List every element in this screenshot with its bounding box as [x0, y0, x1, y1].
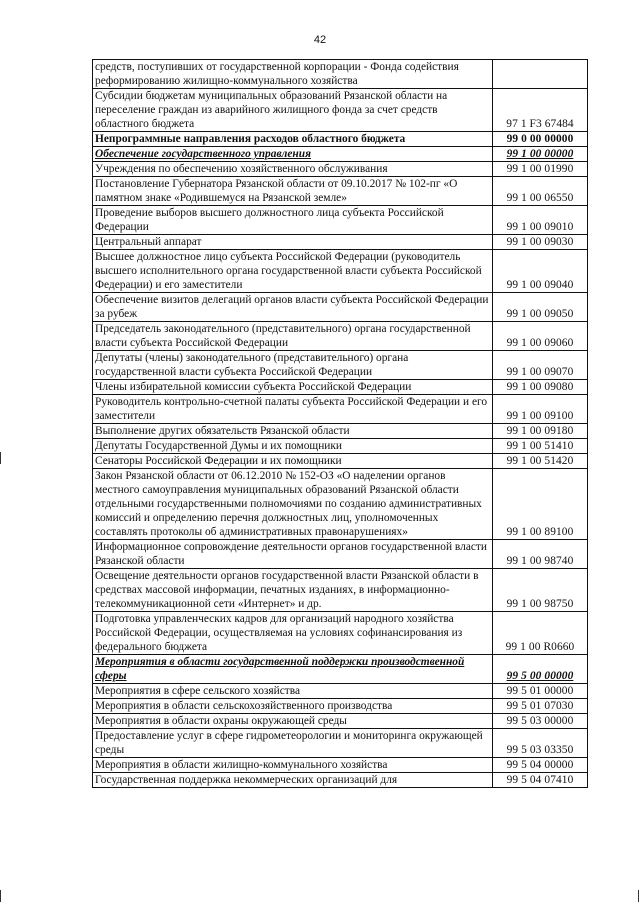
- scan-mark-left: [0, 452, 1, 464]
- table-row: [93, 729, 588, 758]
- row-name: Учреждения по обеспечению хозяйственного обслуживания: [93, 162, 493, 177]
- table-row: [93, 293, 588, 322]
- row-name: Мероприятия в области сельскохозяйственного производства: [93, 699, 493, 714]
- table-row: [93, 439, 588, 454]
- table-row: [93, 250, 588, 293]
- row-name: Депутаты (члены) законодательного (представительного) органа государственной власти субъекта Российской Федерации: [93, 351, 493, 380]
- table-row: [93, 469, 588, 540]
- row-code: 99 1 00 09030: [493, 235, 588, 250]
- row-name: средств, поступивших от государственной корпорации - Фонда содействия реформированию жилищно-коммунального хозяйства: [93, 60, 493, 89]
- scan-mark-bottom-right: [638, 890, 639, 902]
- table-row: [93, 380, 588, 395]
- table-row: [93, 147, 588, 162]
- row-name: Обеспечение государственного управления: [93, 147, 493, 162]
- table-row: [93, 162, 588, 177]
- row-name: Сенаторы Российской Федерации и их помощники: [93, 454, 493, 469]
- row-code: 99 5 04 00000: [493, 758, 588, 773]
- table-body: [93, 60, 588, 788]
- row-name: Проведение выборов высшего должностного лица субъекта Российской Федерации: [93, 206, 493, 235]
- row-name: Закон Рязанской области от 06.12.2010 № 152-ОЗ «О наделении органов местного самоуправления муниципальных образований Рязанской области отдельными государственными полномочиями по созданию административных комиссий и определению перечня должностных лиц, уполномоченных составлять протоколы об административных правонарушениях»: [93, 469, 493, 540]
- row-name: Председатель законодательного (представительного) органа государственной власти субъекта Российской Федерации: [93, 322, 493, 351]
- row-code: 99 5 01 07030: [493, 699, 588, 714]
- row-code: 99 1 00 09040: [493, 250, 588, 293]
- table-row: [93, 569, 588, 612]
- row-name: Предоставление услуг в сфере гидрометеорологии и мониторинга окружающей среды: [93, 729, 493, 758]
- row-code: 99 1 00 09050: [493, 293, 588, 322]
- table-row: [93, 132, 588, 147]
- row-code: 99 1 00 98740: [493, 540, 588, 569]
- table-row: [93, 454, 588, 469]
- row-code: 99 5 03 03350: [493, 729, 588, 758]
- row-name: Центральный аппарат: [93, 235, 493, 250]
- row-name: Обеспечение визитов делегаций органов власти субъекта Российской Федерации за рубеж: [93, 293, 493, 322]
- table-row: [93, 351, 588, 380]
- table-row: [93, 177, 588, 206]
- row-name: Мероприятия в сфере сельского хозяйства: [93, 684, 493, 699]
- row-code: 99 1 00 09070: [493, 351, 588, 380]
- table-row: [93, 89, 588, 132]
- row-name: Члены избирательной комиссии субъекта Российской Федерации: [93, 380, 493, 395]
- row-name: Субсидии бюджетам муниципальных образований Рязанской области на переселение граждан из аварийного жилищного фонда за счет средств областного бюджета: [93, 89, 493, 132]
- scan-mark-bottom-left: [0, 890, 1, 902]
- row-code: 99 1 00 09010: [493, 206, 588, 235]
- table-row: [93, 235, 588, 250]
- table-row: [93, 395, 588, 424]
- budget-classification-table: [92, 59, 588, 788]
- row-code: 99 1 00 89100: [493, 469, 588, 540]
- row-name: Руководитель контрольно-счетной палаты субъекта Российской Федерации и его заместители: [93, 395, 493, 424]
- page-number: 42: [313, 34, 327, 46]
- row-name: Мероприятия в области жилищно-коммунального хозяйства: [93, 758, 493, 773]
- table-row: [93, 758, 588, 773]
- row-name: Непрограммные направления расходов областного бюджета: [93, 132, 493, 147]
- table-row: [93, 714, 588, 729]
- row-code: 99 1 00 09180: [493, 424, 588, 439]
- table-row: [93, 60, 588, 89]
- row-code: 99 1 00 98750: [493, 569, 588, 612]
- row-code: 99 1 00 09080: [493, 380, 588, 395]
- table-row: [93, 684, 588, 699]
- row-code: 99 5 00 00000: [493, 655, 588, 684]
- row-code: 99 1 00 R0660: [493, 612, 588, 655]
- row-name: Информационное сопровождение деятельности органов государственной власти Рязанской области: [93, 540, 493, 569]
- row-name: Выполнение других обязательств Рязанской области: [93, 424, 493, 439]
- row-name: Подготовка управленческих кадров для организаций народного хозяйства Российской Федерации, осуществляемая на условиях софинансирования из федерального бюджета: [93, 612, 493, 655]
- table-row: [93, 612, 588, 655]
- row-name: Депутаты Государственной Думы и их помощники: [93, 439, 493, 454]
- row-code: 99 5 01 00000: [493, 684, 588, 699]
- row-name: Государственная поддержка некоммерческих организаций для: [93, 773, 493, 788]
- table-row: [93, 322, 588, 351]
- row-code: 99 1 00 00000: [493, 147, 588, 162]
- table-row: [93, 540, 588, 569]
- table-row: [93, 773, 588, 788]
- row-code: 99 1 00 51410: [493, 439, 588, 454]
- table-row: [93, 424, 588, 439]
- row-name: Освещение деятельности органов государственной власти Рязанской области в средствах массовой информации, печатных изданиях, в информационно-телекоммуникационной сети «Интернет» и др.: [93, 569, 493, 612]
- row-code: 99 1 00 51420: [493, 454, 588, 469]
- row-code: 97 1 F3 67484: [493, 89, 588, 132]
- row-code: [493, 60, 588, 89]
- row-code: 99 0 00 00000: [493, 132, 588, 147]
- row-code: 99 1 00 09060: [493, 322, 588, 351]
- row-name: Мероприятия в области охраны окружающей среды: [93, 714, 493, 729]
- row-name: Высшее должностное лицо субъекта Российской Федерации (руководитель высшего исполнительного органа государственной власти субъекта Российской Федерации) и его заместители: [93, 250, 493, 293]
- row-code: 99 1 00 09100: [493, 395, 588, 424]
- row-name: Мероприятия в области государственной поддержки производственной сферы: [93, 655, 493, 684]
- row-code: 99 1 00 01990: [493, 162, 588, 177]
- row-code: 99 5 04 07410: [493, 773, 588, 788]
- table-row: [93, 655, 588, 684]
- row-name: Постановление Губернатора Рязанской области от 09.10.2017 № 102-пг «О памятном знаке «Родившемуся на Рязанской земле»: [93, 177, 493, 206]
- row-code: 99 5 03 00000: [493, 714, 588, 729]
- row-code: 99 1 00 06550: [493, 177, 588, 206]
- table-row: [93, 699, 588, 714]
- table-row: [93, 206, 588, 235]
